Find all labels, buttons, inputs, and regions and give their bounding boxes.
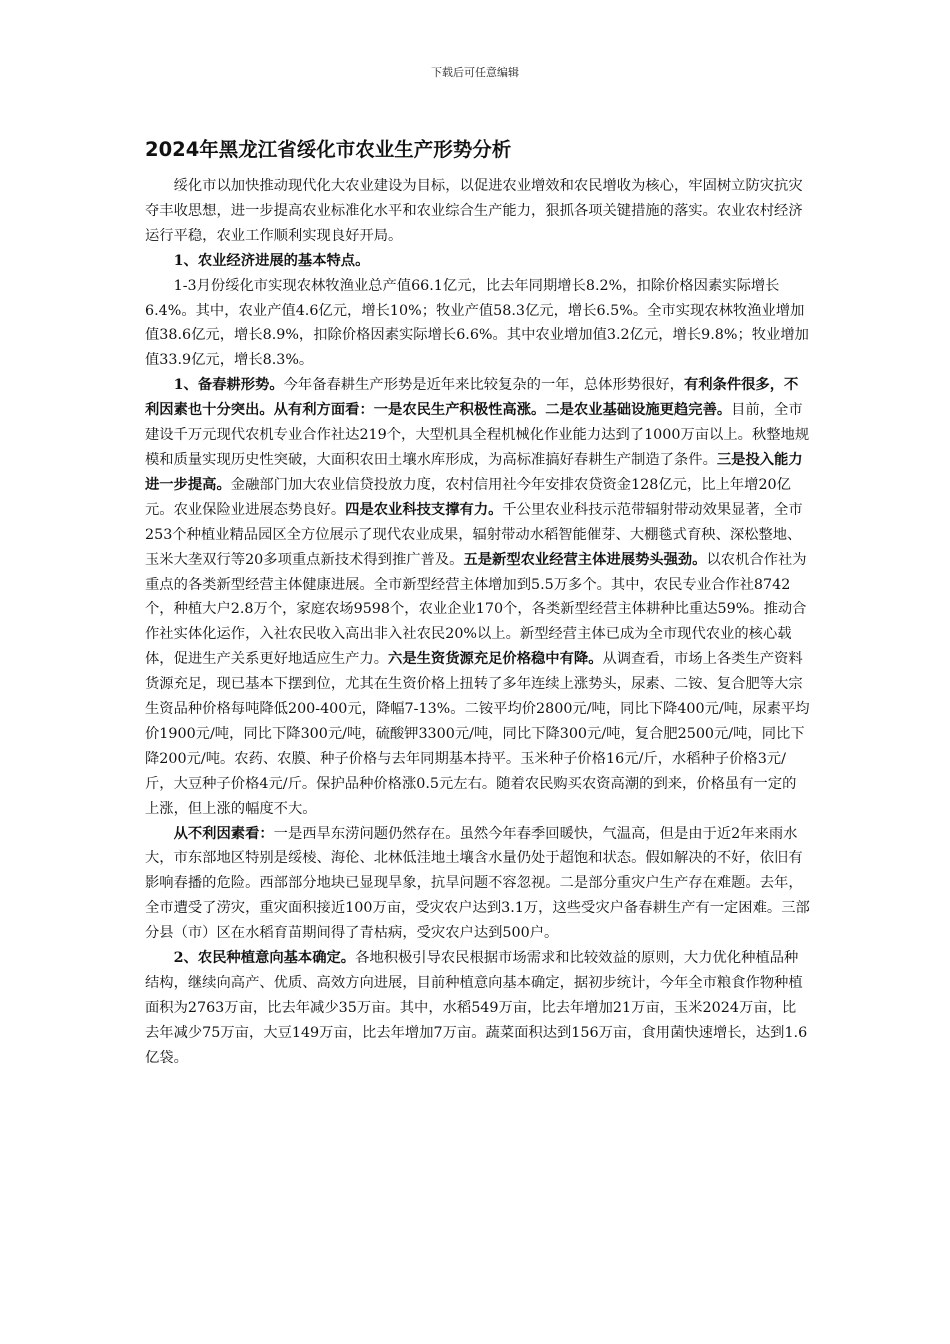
planting-text: 各地积极引导农民根据市场需求和比较效益的原则，大力优化种植品种结构，继续向高产、优质、高效方向进展，目前种植意向基本确定，据初步统计，今年全市粮食作物种植面积为2763万亩，比去年减少35万亩。其中，水稻549万亩，比去年增加21万亩，玉米2024万亩，比去年减少75万亩，大豆149万亩，比去年增加7万亩。蔬菜面积达到156万亩，食用菌快速增长，达到1.6亿袋。 bbox=[145, 950, 808, 1066]
header-note: 下载后可任意编辑 bbox=[431, 66, 519, 79]
intro-paragraph: 绥化市以加快推动现代化大农业建设为目标，以促进农业增效和农民增收为核心，牢固树立防灾抗灾夺丰收思想，进一步提高农业标准化水平和农业综合生产能力，狠抓各项关键措施的落实。农业农村经济运行平稳，农业工作顺利实现良好开局。 bbox=[145, 178, 803, 244]
planting-lead-bold: 2、农民种植意向基本确定。 bbox=[173, 950, 356, 967]
spring-text-2: 目前，全市建设千万元现代农机专业合作社达219个，大型机具全程机械化作业能力达到了1000万亩以上。秋整地规模和质量实现历史性突破，大面积农田土壤水库形成，为高标准搞好春耕生产制造了条件。 bbox=[145, 402, 810, 468]
adverse-lead-bold: 从不利因素看： bbox=[173, 825, 274, 842]
section1-heading-text: 1、农业经济进展的基本特点。 bbox=[173, 252, 370, 269]
document-title: 2024年黑龙江省绥化市农业生产形势分析 bbox=[145, 138, 512, 161]
spring-farming-paragraph bbox=[145, 373, 810, 821]
spring-text-3: 金融部门加大农业信贷投放力度，农村信用社今年安排农贷资金128亿元，比上年增20亿元。农业保险业进展态势良好。 bbox=[145, 476, 791, 518]
spring-bold-2: 三是投入能力进一步提高。 bbox=[145, 451, 803, 493]
spring-text-1: 今年备春耕生产形势是近年来比较复杂的一年，总体形势很好， bbox=[283, 377, 684, 394]
spring-text-4: 千公里农业科技示范带辐射带动效果显著，全市253个种植业精品园区全方位展示了现代农业成果，辐射带动水稻智能催芽、大棚毯式育秧、深松整地、玉米大垄双行等20多项重点新技术得到推广普及。 bbox=[145, 501, 803, 568]
section1-paragraph: 1-3月份绥化市实现农林牧渔业总产值66.1亿元，比去年同期增长8.2%，扣除价格因素实际增长6.4%。其中，农业产值4.6亿元，增长10%；牧业产值58.3亿元，增长6.5%。全市实现农林牧渔业增加值38.6亿元，增长8.9%，扣除价格因素实际增长6.6%。其中农业增加值3.2亿元，增长9.8%；牧业增加值33.9亿元，增长8.3%。 bbox=[145, 277, 809, 369]
document-body bbox=[145, 174, 810, 1071]
spring-text-6: 从调查看，市场上各类生产资料货源充足，现已基本下摆到位，尤其在生资价格上扭转了多年连续上涨势头，尿素、二铵、复合肥等大宗生资品种价格每吨降低200-400元，降幅7-13%。二铵平均价2800元/吨，同比下降400元/吨，尿素平均价1900元/吨，同比下降300元/吨，硫酸钾3300元/吨，同比下降300元/吨，复合肥2500元/吨，同比下降200元/吨。农药、农膜、种子价格与去年同期基本持平。玉米种子价格16元/斤，水稻种子价格3元/斤，大豆种子价格4元/斤。保护品种价格涨0.5元左右。随着农民购买农资高潮的到来，价格虽有一定的上涨，但上涨的幅度不大。 bbox=[145, 651, 810, 817]
spring-bold-1: 有利条件很多，不利因素也十分突出。从有利方面看：一是农民生产积极性高涨。二是农业基础设施更趋完善。 bbox=[145, 377, 799, 419]
section1-heading bbox=[145, 249, 810, 274]
spring-text-5: 以农机合作社为重点的各类新型经营主体健康进展。全市新型经营主体增加到5.5万多个。其中，农民专业合作社8742个，种植大户2.8万个，家庭农场9598个，农业企业170个，各类新型经营主体耕种比重达59%。推动合作社实体化运作，入社农民收入高出非入社农民20%以上。新型经营主体已成为全市现代农业的核心载体，促进生产关系更好地适应生产力。 bbox=[145, 551, 807, 668]
adverse-factors-paragraph bbox=[145, 822, 810, 947]
spring-lead-bold: 1、备春耕形势。 bbox=[173, 377, 284, 394]
spring-bold-4: 五是新型农业经营主体进展势头强劲。 bbox=[463, 551, 707, 568]
spring-bold-5: 六是生资货源充足价格稳中有降。 bbox=[388, 651, 603, 668]
adverse-text: 一是西旱东涝问题仍然存在。虽然今年春季回暖快，气温高，但是由于近2年来雨水大，市东部地区特别是绥棱、海伦、北林低洼地土壤含水量仍处于超饱和状态。假如解决的不好，依旧有影响春播的危险。西部部分地块已显现旱象，抗旱问题不容忽视。二是部分重灾户生产存在难题。去年，全市遭受了涝灾，重灾面积接近100万亩，受灾农户达到3.1万，这些受灾户备春耕生产有一定困难。三部分县（市）区在水稻育苗期间得了青枯病，受灾农户达到500户。 bbox=[145, 825, 810, 942]
spring-bold-3: 四是农业科技支撑有力。 bbox=[345, 501, 503, 518]
planting-intention-paragraph bbox=[145, 946, 810, 1071]
